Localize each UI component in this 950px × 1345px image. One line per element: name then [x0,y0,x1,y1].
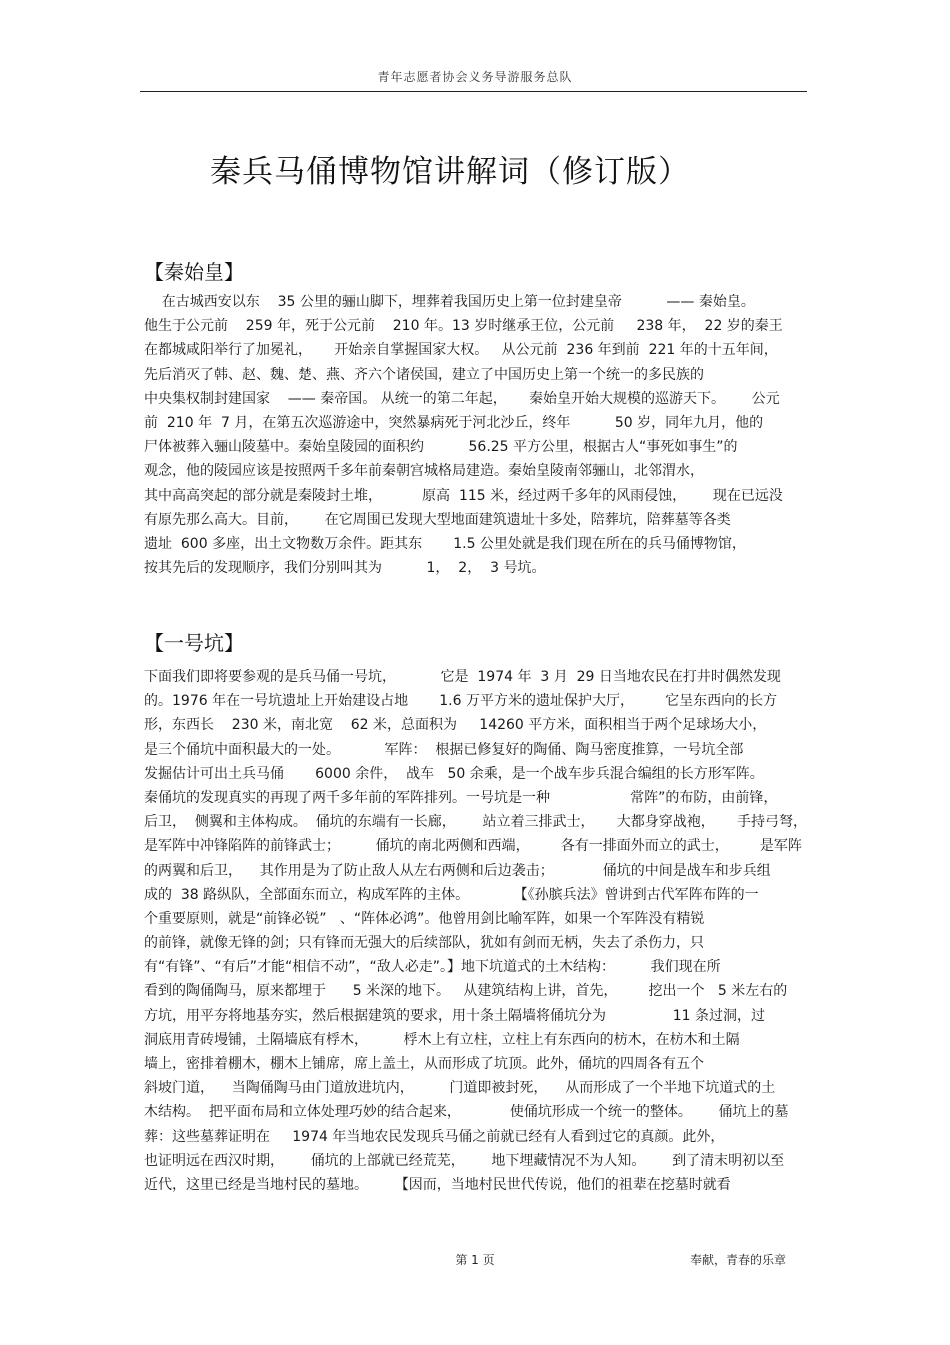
text-line: 中央集权制封建国家 —— 秦帝国。 从统一的第二年起， 秦始皇开始大规模的巡游天下。 公元 [144,390,780,407]
section-heading-qinshihuang: 【秦始皇】 [144,260,244,284]
text-line: 尸体被葬入骊山陵墓中。秦始皇陵园的面积约 56.25 平方公里，根据古人“事死如事生”的 [144,439,738,456]
text-line: 有原先那么高大。目前， 在它周围已发现大型地面建筑遗址十多处，陪葬坑，陪葬墓等各类 [144,511,731,528]
page-header: 青年志愿者协会义务导游服务总队 [377,70,573,84]
text-line: 下面我们即将要参观的是兵马俑一号坑， 它是 1974 年 3 月 29 日当地农民在打井时偶然发现 [144,669,781,685]
text-line: 观念，他的陵园应该是按照两千多年前秦朝宫城格局建造。秦始皇陵南邻骊山，北邻渭水， [144,463,704,480]
text-line: 个重要原则，就是“前锋必锐” 、“阵体必鸿”。他曾用剑比喻军阵，如果一个军阵没有精锐 [144,910,705,927]
text-line: 在古城西安以东 35 公里的骊山脚下，埋葬着我国历史上第一位封建皇帝 —— 秦始皇。 [144,294,755,310]
text-line: 的。1976 年在一号坑遗址上开始建设占地 1.6 万平方米的遗址保护大厅， 它呈东西向的长方 [144,693,778,710]
text-line: 他生于公元前 259 年，死于公元前 210 年。13 岁时继承王位，公元前 238 年， 22 岁的秦王 [144,318,783,335]
text-line: 的前锋，就像无锋的剑；只有锋而无强大的后续部队，犹如有剑而无柄，失去了杀伤力，只 [144,935,704,952]
document-title: 秦兵马俑博物馆讲解词（修订版） [210,154,690,190]
text-line: 秦俑坑的发现真实的再现了两千多年前的军阵排列。一号坑是一种 常阵”的布防，由前锋， [144,789,778,806]
text-line: 墙上，密排着棚木，棚木上铺席，席上盖土，从而形成了坑顶。此外，俑坑的四周各有五个 [144,1056,704,1072]
footer-slogan: 奉献，青春的乐章 [690,1253,787,1267]
text-line: 按其先后的发现顺序，我们分别叫其为 1， 2， 3 号坑。 [144,560,546,577]
text-line: 遗址 600 多座，出土文物数万余件。距其东 1.5 公里处就是我们现在所在的兵马俑博物馆， [144,535,746,552]
section-body-pit-one [144,665,808,1197]
text-line: 先后消灭了韩、赵、魏、楚、燕、齐六个诸侯国，建立了中国历史上第一个统一的多民族的 [144,366,704,383]
text-line: 有“有锋”、“有后”才能“相信不动”，“敌人必走”。】地下坑道式的土木结构： 我们现在所 [144,959,721,976]
text-line: 后卫， 侧翼和主体构成。 俑坑的东端有一长廊， 站立着三排武士， 大都身穿战袍， 手持弓弩， [144,814,808,831]
page-number: 第 1 页 [455,1253,495,1267]
text-line: 在都城咸阳举行了加冕礼， 开始亲自掌握国家大权。 从公元前 236 年到前 221 年的十五年间， [144,342,778,359]
text-line: 发掘估计可出土兵马俑 6000 余件， 战车 50 余乘，是一个战车步兵混合编组的长方形军阵。 [144,765,764,782]
text-line: 斜坡门道， 当陶俑陶马由门道放进坑内， 门道即被封死， 从而形成了一个半地下坑道式的土 [144,1080,776,1097]
text-line: 木结构。 把平面布局和立体处理巧妙的结合起来， 使俑坑形成一个统一的整体。 俑坑上的墓 [144,1104,789,1121]
text-line: 其中高高突起的部分就是秦陵封土堆， 原高 115 米，经过两千多年的风雨侵蚀， 现在已远没 [144,487,783,504]
text-line: 前 210 年 7 月，在第五次巡游途中，突然暴病死于河北沙丘，终年 50 岁，同年九月，他的 [144,414,764,431]
text-line: 也证明远在西汉时期， 俑坑的上部就已经荒芜， 地下埋藏情况不为人知。 到了清末明初以至 [144,1152,785,1169]
text-line: 成的 38 路纵队，全部面东而立，构成军阵的主体。 【《孙膑兵法》曾讲到古代军阵布阵的一 [144,886,759,903]
text-line: 是三个俑坑中面积最大的一处。 军阵： 根据已修复好的陶俑、陶马密度推算，一号坑全部 [144,741,744,758]
text-line: 葬：这些墓葬证明在 1974 年当地农民发现兵马俑之前就已经有人看到过它的真颜。此外， [144,1128,725,1145]
section-body-qinshihuang [144,290,808,580]
text-line: 的两翼和后卫， 其作用是为了防止敌人从左右两侧和后边袭击； 俑坑的中间是战车和步兵组 [144,862,771,879]
text-line: 形，东西长 230 米，南北宽 62 米，总面积为 14260 平方米，面积相当于两个足球场大小， [144,717,767,734]
text-line: 方坑，用平夯将地基夯实，然后根据建筑的要求，用十条土隔墙将俑坑分为 11 条过洞，过 [144,1007,766,1024]
text-line: 近代，这里已经是当地村民的墓地。 【因而，当地村民世代传说，他们的祖辈在挖墓时就看 [144,1176,731,1193]
text-line: 看到的陶俑陶马，原来都埋于 5 米深的地下。 从建筑结构上讲，首先， 挖出一个 5 米左右的 [144,983,788,1000]
text-line: 洞底用青砖墁铺，土隔墙底有桴木， 桴木上有立柱，立柱上有东西向的枋木，在枋木和土隔 [144,1031,740,1048]
header-divider [140,91,807,92]
section-heading-pit-one: 【一号坑】 [144,631,244,655]
text-line: 是军阵中冲锋陷阵的前锋武士； 俑坑的南北两侧和西端， 各有一排面外而立的武士， 是军阵 [144,838,802,855]
